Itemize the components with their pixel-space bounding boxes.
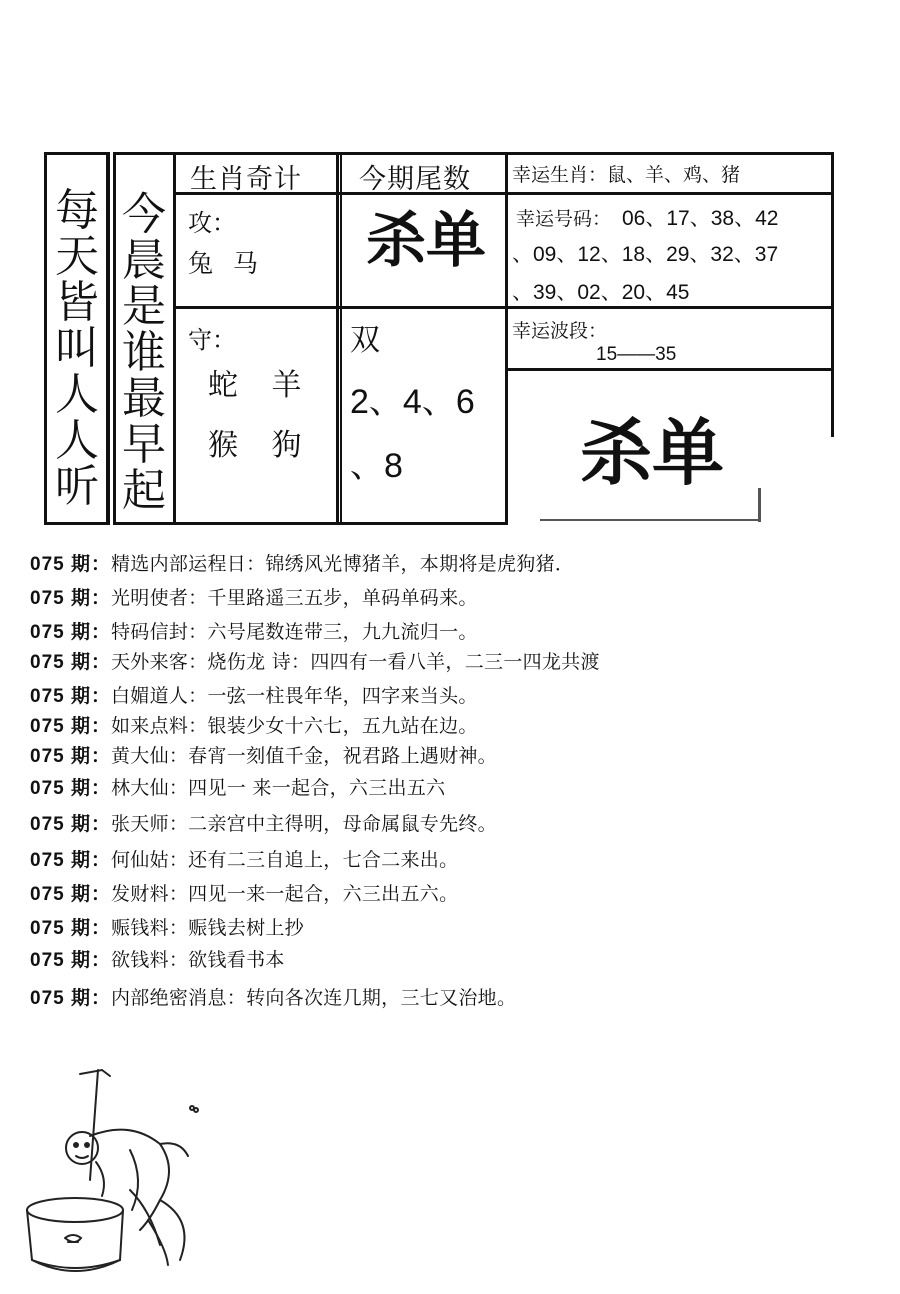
slogan-char: 人 — [55, 415, 99, 466]
prediction-text: 黄大仙：春宵一刻值千金，祝君路上遇财神。 — [110, 745, 497, 767]
tail-numbers-1: 2、4、6 — [350, 383, 475, 421]
prediction-line — [30, 773, 445, 800]
lucky-numbers-2: 、09、12、18、29、32、37 — [512, 243, 779, 266]
period-label: 075 期： — [30, 988, 111, 1009]
subtitle-char: 最 — [122, 373, 166, 424]
prediction-text: 如来点料：银装少女十六七，五九站在边。 — [110, 715, 478, 737]
subtitle-char: 早 — [122, 419, 166, 470]
period-label: 075 期： — [30, 746, 111, 767]
prediction-line — [30, 647, 600, 674]
prediction-text: 欲钱料：欲钱看书本 — [110, 949, 285, 971]
prediction-line — [30, 845, 458, 872]
defend-animals-row1: 蛇 羊 — [208, 368, 314, 403]
period-label: 075 期： — [30, 850, 111, 871]
tail-numbers-2: 、8 — [350, 447, 403, 485]
subtitle-char: 起 — [122, 465, 166, 516]
attack-label: 攻： — [188, 209, 236, 237]
monkey-pot-illustration — [10, 1060, 210, 1285]
slogan-char: 人 — [55, 369, 99, 420]
lucky-wave-label: 幸运波段： — [512, 320, 608, 342]
prediction-text: 林大仙：四见一 来一起合，六三出五六 — [110, 777, 446, 799]
tail-type: 双 — [350, 323, 380, 358]
header-zodiac: 生肖奇计 — [190, 164, 302, 195]
prediction-text: 发财料：四见一来一起合，六三出五六。 — [110, 883, 459, 905]
subtitle-vertical — [119, 189, 169, 516]
prediction-text: 光明使者：千里路遥三五步，单码单码来。 — [110, 587, 478, 609]
prediction-text: 张天师：二亲宫中主得明，母命属鼠专先终。 — [110, 813, 497, 835]
lucky-numbers-1: 06、17、38、42 — [622, 207, 779, 230]
header-tail: 今期尾数 — [359, 164, 471, 195]
period-label: 075 期： — [30, 686, 111, 707]
prediction-text: 白媚道人：一弦一柱畏年华，四字来当头。 — [110, 685, 478, 707]
prediction-line — [30, 945, 285, 972]
subtitle-char: 是 — [122, 281, 166, 332]
prediction-text: 赈钱料：赈钱去树上抄 — [110, 917, 304, 939]
lucky-numbers-3: 、39、02、20、45 — [512, 281, 690, 304]
prediction-text: 天外来客：烧伤龙 诗：四四有一看八羊，二三一四龙共渡 — [110, 651, 600, 673]
prediction-line — [30, 913, 304, 940]
period-label: 075 期： — [30, 778, 111, 799]
slogan-char: 天 — [55, 231, 99, 282]
period-label: 075 期： — [30, 716, 111, 737]
period-label: 075 期： — [30, 588, 111, 609]
period-label: 075 期： — [30, 814, 111, 835]
prediction-text: 内部绝密消息：转向各次连几期，三七又治地。 — [110, 987, 517, 1009]
period-label: 075 期： — [30, 918, 111, 939]
prediction-line — [30, 741, 497, 768]
period-label: 075 期： — [30, 652, 111, 673]
attack-animals: 兔 马 — [188, 249, 264, 278]
prediction-line — [30, 549, 574, 576]
prediction-text: 精选内部运程日：锦绣风光博猪羊，本期将是虎狗猪． — [110, 553, 575, 575]
prediction-text: 特码信封：六号尾数连带三，九九流归一。 — [110, 621, 478, 643]
defend-label: 守： — [188, 326, 236, 354]
slogan-char: 听 — [55, 461, 99, 512]
tail-kill-single: 杀单 — [366, 206, 486, 276]
subtitle-char: 今 — [122, 189, 166, 240]
prediction-line — [30, 879, 458, 906]
slogan-char: 皆 — [55, 277, 99, 328]
subtitle-char: 晨 — [122, 235, 166, 286]
lucky-numbers-label: 幸运号码： — [516, 208, 612, 230]
prediction-line — [30, 809, 497, 836]
prediction-text: 何仙姑：还有二三自追上，七合二来出。 — [110, 849, 459, 871]
period-label: 075 期： — [30, 554, 111, 575]
prediction-line — [30, 617, 478, 644]
subtitle-char: 谁 — [122, 327, 166, 378]
period-label: 075 期： — [30, 622, 111, 643]
lucky-zodiac: 幸运生肖：鼠、羊、鸡、猪 — [512, 164, 741, 186]
slogan-char: 叫 — [55, 323, 99, 374]
prediction-line — [30, 583, 478, 610]
prediction-line — [30, 681, 478, 708]
period-label: 075 期： — [30, 950, 111, 971]
slogan-char: 每 — [55, 185, 99, 236]
prediction-line — [30, 983, 516, 1010]
lucky-wave-value: 15——35 — [596, 344, 677, 365]
slogan-vertical — [52, 185, 102, 512]
right-kill-single: 杀单 — [580, 410, 725, 495]
period-label: 075 期： — [30, 884, 111, 905]
prediction-line — [30, 711, 478, 738]
defend-animals-row2: 猴 狗 — [208, 428, 314, 463]
